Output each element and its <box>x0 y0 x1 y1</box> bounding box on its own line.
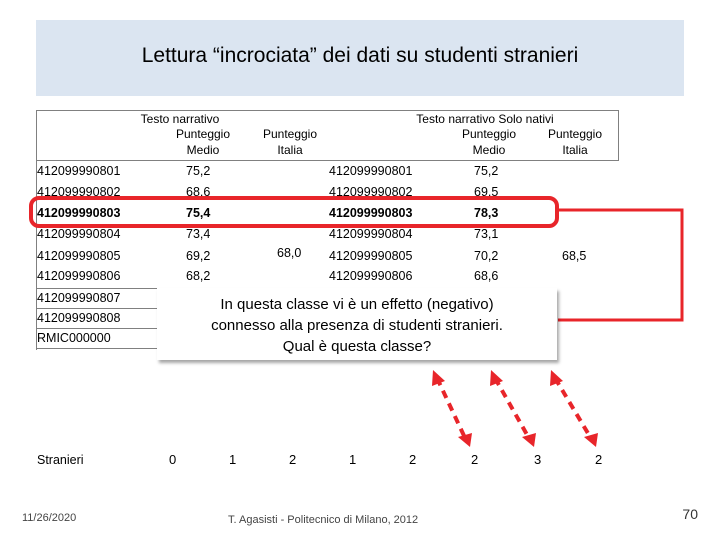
row-score: 73,4 <box>186 227 211 241</box>
row-score: 75,2 <box>186 164 211 178</box>
row-code-nativi: 412099990806 <box>329 269 413 283</box>
header-testo-narrativo-solo-nativi: Testo narrativo Solo nativi <box>416 112 554 126</box>
dashed-arrows <box>437 378 592 440</box>
header-nativi-italia-2: Italia <box>562 143 588 157</box>
row-score-nativi: 75,2 <box>474 164 499 178</box>
row-code: 412099990805 <box>37 249 121 263</box>
header-nativi-italia-1: Punteggio <box>547 127 603 141</box>
row-code-nativi: 412099990804 <box>329 227 413 241</box>
row-score-highlighted: 75,4 <box>186 206 211 220</box>
row-code: 412099990806 <box>37 269 121 283</box>
stranieri-label: Stranieri <box>37 453 84 467</box>
stranieri-value: 1 <box>349 452 357 467</box>
stranieri-value: 2 <box>595 452 603 467</box>
stranieri-value: 1 <box>229 452 237 467</box>
row-score: 69,2 <box>186 249 211 263</box>
row-code: RMIC000000 <box>37 331 111 345</box>
stranieri-value: 0 <box>169 452 177 467</box>
dashed-arrow <box>437 378 466 440</box>
callout-line-3: Qual è questa classe? <box>282 338 432 355</box>
arrowhead-down <box>522 433 536 447</box>
row-score: 68,2 <box>186 269 211 283</box>
row-score-nativi: 73,1 <box>474 227 499 241</box>
question-callout <box>157 288 557 360</box>
page-number: 70 <box>682 506 698 522</box>
nativi-italia-value: 68,5 <box>562 249 587 263</box>
header-punteggio-medio-2: Medio <box>186 143 220 157</box>
dashed-arrow <box>555 378 592 440</box>
callout-line-2: connesso alla presenza di studenti stranieri. <box>211 317 503 334</box>
row-score: 68,6 <box>186 185 211 199</box>
slide-title: Lettura “incrociata” dei dati su studenti stranieri <box>141 44 579 67</box>
row-code-nativi-highlighted: 412099990803 <box>329 206 413 220</box>
header-punteggio-italia-2: Italia <box>277 143 303 157</box>
footer-author: T. Agasisti - Politecnico di Milano, 2012 <box>228 514 419 526</box>
row-code: 412099990801 <box>37 164 121 178</box>
stranieri-value: 2 <box>409 452 417 467</box>
header-punteggio-medio-1: Punteggio <box>175 127 231 141</box>
callout-line-1: In questa classe vi è un effetto (negativo) <box>220 296 494 313</box>
stranieri-value: 2 <box>471 452 479 467</box>
row-code-nativi: 412099990805 <box>329 249 413 263</box>
row-score-nativi-highlighted: 78,3 <box>474 206 499 220</box>
stranieri-value: 2 <box>289 452 297 467</box>
row-code-highlighted: 412099990803 <box>37 206 121 220</box>
row-code-nativi: 412099990801 <box>329 164 413 178</box>
row-code-nativi: 412099990802 <box>329 185 413 199</box>
stranieri-value: 3 <box>534 452 542 467</box>
arrowhead-down <box>584 433 598 447</box>
footer-date: 11/26/2020 <box>22 512 77 524</box>
row-code: 412099990804 <box>37 227 121 241</box>
row-score-nativi: 68,6 <box>474 269 499 283</box>
row-score-nativi: 70,2 <box>474 249 499 263</box>
row-score-nativi: 69,5 <box>474 185 499 199</box>
dashed-arrow <box>495 378 530 440</box>
red-bracket-line <box>556 210 682 320</box>
header-testo-narrativo: Testo narrativo <box>140 112 220 126</box>
row-code: 412099990808 <box>37 311 121 325</box>
row-code: 412099990807 <box>37 291 121 305</box>
arrowhead-down <box>458 433 472 447</box>
header-nativi-medio-2: Medio <box>472 143 506 157</box>
punteggio-italia-value: 68,0 <box>277 246 302 260</box>
row-code: 412099990802 <box>37 185 121 199</box>
header-punteggio-italia-1: Punteggio <box>262 127 318 141</box>
header-nativi-medio-1: Punteggio <box>461 127 517 141</box>
highlight-row-box <box>31 198 557 226</box>
